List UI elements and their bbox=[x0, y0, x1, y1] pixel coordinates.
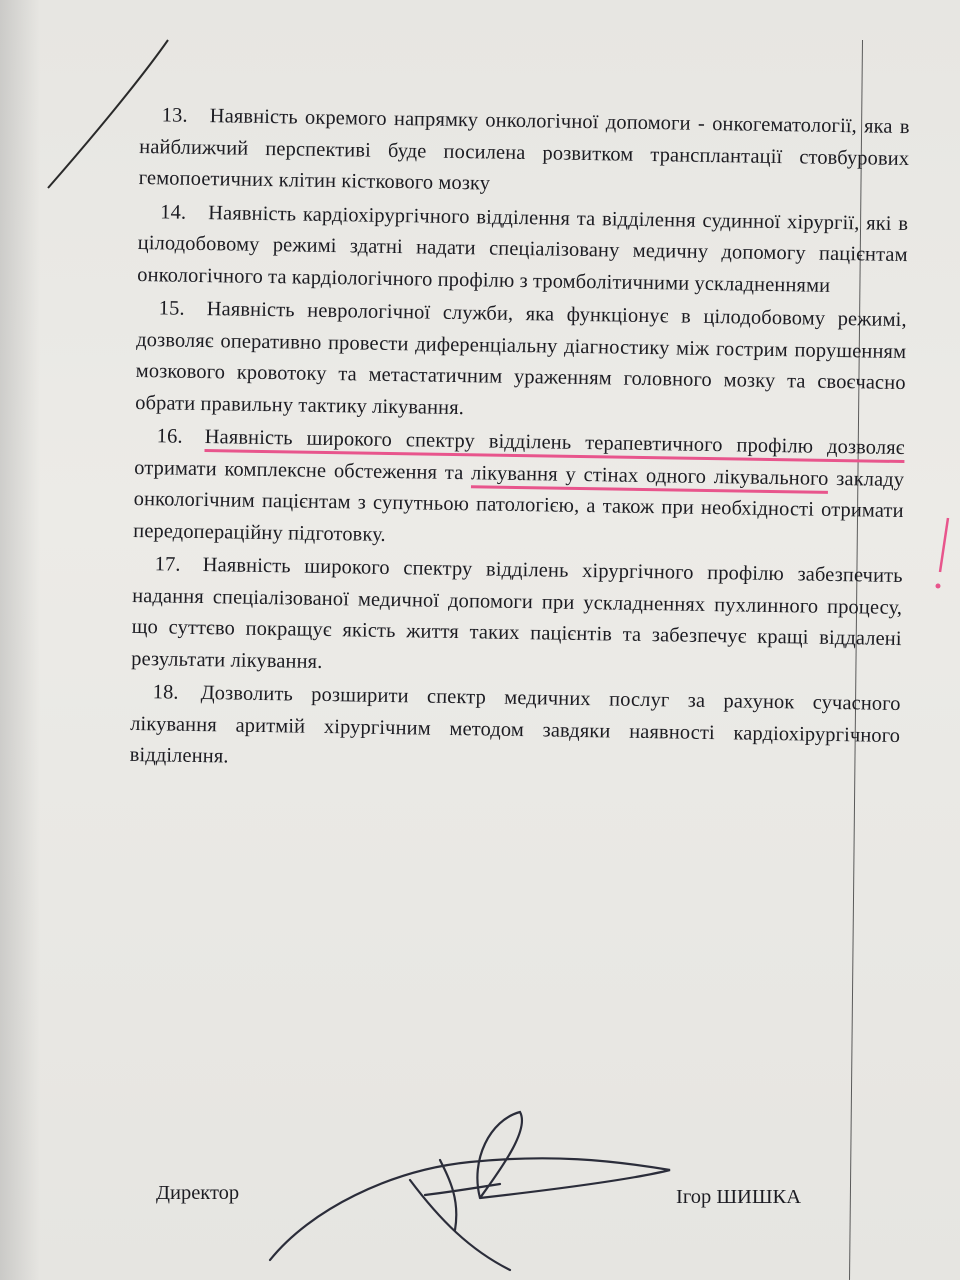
item-number: 17. bbox=[154, 553, 181, 576]
list-item-14 bbox=[137, 196, 908, 303]
item-text: Дозволить розширити спектр медичних послуг за рахунок сучасного лікування аритмій хірургічним методом завдяки наявності кардіохірургічного відділення. bbox=[129, 682, 901, 768]
item-text: Наявність широкого спектру відділень хірургічного профілю забезпечить надання спеціалізованої медичної допомоги при ускладненнях пухлинного процесу, що суттєво покращує якість життя таких пацієнтів та забезпечує кращі віддалені результати лікування. bbox=[131, 554, 903, 673]
list-item-15 bbox=[135, 293, 907, 431]
highlighted-text: Наявність широкого спектру відділень терапевтичного профілю дозволяє bbox=[204, 426, 904, 463]
document-body bbox=[129, 100, 909, 786]
item-number: 16. bbox=[156, 425, 183, 448]
list-item-18 bbox=[129, 677, 900, 784]
signature-name: Ігор ШИШКА bbox=[676, 1186, 801, 1208]
item-text: отримати комплексне обстеження та bbox=[134, 456, 472, 484]
item-text: закладу онкологічним пацієнтам з супутньою патологією, а також при необхідності отримати передопераційну підготовку. bbox=[133, 467, 905, 546]
highlighted-text: лікування у стінах одного лікувального bbox=[471, 462, 829, 494]
list-item-16 bbox=[133, 421, 905, 559]
list-item-17 bbox=[131, 549, 903, 687]
item-number: 14. bbox=[160, 200, 187, 224]
signature-position-label: Директор bbox=[156, 1182, 240, 1204]
item-text: Наявність неврологічної служби, яка функціонує в цілодобовому режимі, дозволяє оперативно провести диференціальну діагностику між гострим порушенням мозкового кровотоку та метастатичним ураженням головного мозку та своєчасно обрати правильну тактику лікування. bbox=[135, 298, 907, 419]
item-number: 13. bbox=[161, 104, 188, 127]
item-number: 15. bbox=[158, 297, 185, 320]
signature-block bbox=[156, 1172, 836, 1232]
item-text: Наявність кардіохірургічного відділення та відділення судинної хірургії, які в цілодобовому режимі здатні надати спеціалізовану медичну допомогу пацієнтам онкологічного та кардіологічного профілю з тромболітичними ускладненнями bbox=[137, 201, 909, 297]
item-number: 18. bbox=[152, 681, 179, 704]
item-text: Наявність окремого напрямку онкологічної допомоги - онкогематології, яка в найближчий перспективі буде посилена розвитком трансплантації стовбурових гемопоетичних клітин кісткового мозку bbox=[138, 105, 910, 195]
list-item-13 bbox=[139, 100, 910, 207]
exclamation-mark-annotation bbox=[930, 514, 958, 594]
